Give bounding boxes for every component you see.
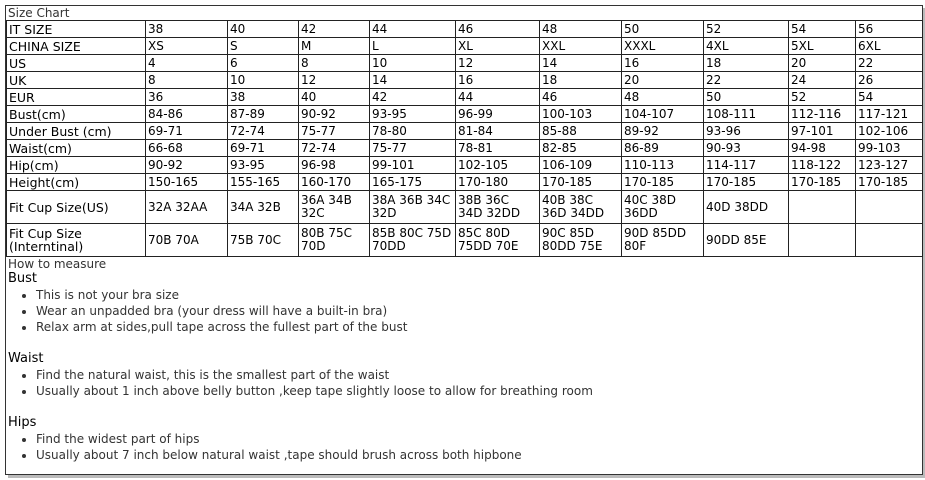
table-cell: 20	[622, 72, 704, 89]
row-label: Bust(cm)	[7, 106, 146, 123]
row-label: CHINA SIZE	[7, 38, 146, 55]
table-cell: 69-71	[228, 140, 299, 157]
table-cell: 85C 80D 75DD 70E	[456, 224, 540, 257]
table-cell: 69-71	[146, 123, 228, 140]
table-row	[7, 55, 923, 72]
table-cell: 102-106	[856, 123, 923, 140]
section-spacer	[8, 335, 922, 351]
table-cell: 90C 85D 80DD 75E	[540, 224, 622, 257]
table-cell: 6XL	[856, 38, 923, 55]
list-item: • Wear an unpadded bra (your dress will have a built-in bra)	[36, 303, 922, 319]
row-label: IT SIZE	[7, 21, 146, 38]
table-cell: L	[370, 38, 456, 55]
table-cell: 108-111	[704, 106, 789, 123]
table-cell: 8	[146, 72, 228, 89]
measure-heading: Waist	[8, 351, 44, 366]
table-cell: 150-165	[146, 174, 228, 191]
table-cell: 42	[370, 89, 456, 106]
table-cell: 44	[456, 89, 540, 106]
measure-heading: Hips	[8, 415, 37, 430]
measure-section	[8, 415, 922, 463]
table-cell: 96-98	[299, 157, 370, 174]
table-cell: 170-185	[540, 174, 622, 191]
table-cell: M	[299, 38, 370, 55]
table-cell: 86-89	[622, 140, 704, 157]
table-cell: 90D 85DD 80F	[622, 224, 704, 257]
table-cell: 16	[456, 72, 540, 89]
table-cell	[856, 191, 923, 224]
table-cell: 165-175	[370, 174, 456, 191]
table-cell: 90-92	[299, 106, 370, 123]
table-cell: 123-127	[856, 157, 923, 174]
table-cell: 85B 80C 75D 70DD	[370, 224, 456, 257]
size-table	[6, 20, 923, 257]
size-chart-frame	[5, 5, 923, 475]
table-cell: 170-185	[704, 174, 789, 191]
table-cell: XXL	[540, 38, 622, 55]
table-cell: 102-105	[456, 157, 540, 174]
table-cell: 89-92	[622, 123, 704, 140]
table-cell: 36	[146, 89, 228, 106]
table-cell: 97-101	[789, 123, 856, 140]
table-row	[7, 89, 923, 106]
table-cell: 10	[228, 72, 299, 89]
table-cell: 40D 38DD	[704, 191, 789, 224]
table-cell: 170-185	[789, 174, 856, 191]
row-label: Waist(cm)	[7, 140, 146, 157]
row-label: Hip(cm)	[7, 157, 146, 174]
table-cell: 112-116	[789, 106, 856, 123]
table-row	[7, 21, 923, 38]
table-cell	[789, 191, 856, 224]
table-cell: 93-96	[704, 123, 789, 140]
table-cell: 75-77	[299, 123, 370, 140]
measure-list	[8, 287, 922, 335]
list-item: • This is not your bra size	[36, 287, 922, 303]
table-cell: 54	[789, 21, 856, 38]
table-cell: 56	[856, 21, 923, 38]
table-cell: 14	[540, 55, 622, 72]
table-cell: 38	[228, 89, 299, 106]
table-cell: 82-85	[540, 140, 622, 157]
table-cell: 38B 36C 34D 32DD	[456, 191, 540, 224]
row-label: Under Bust (cm)	[7, 123, 146, 140]
table-cell: 100-103	[540, 106, 622, 123]
table-cell: 81-84	[456, 123, 540, 140]
table-row	[7, 106, 923, 123]
measure-section	[8, 271, 922, 335]
chart-title: Size Chart	[8, 6, 70, 20]
table-cell: 46	[456, 21, 540, 38]
table-cell: 94-98	[789, 140, 856, 157]
table-cell	[856, 224, 923, 257]
table-cell: 40	[299, 89, 370, 106]
list-item: • Find the widest part of hips	[36, 431, 922, 447]
table-cell: 90-93	[704, 140, 789, 157]
list-item: • Usually about 1 inch above belly button ,keep tape slightly loose to allow for breathing room	[36, 383, 922, 399]
table-cell: 18	[540, 72, 622, 89]
table-cell: XXXL	[622, 38, 704, 55]
table-cell: 12	[456, 55, 540, 72]
table-cell: 85-88	[540, 123, 622, 140]
table-cell: 38	[146, 21, 228, 38]
table-cell: 75-77	[370, 140, 456, 157]
table-cell: 170-185	[856, 174, 923, 191]
table-cell: 40B 38C 36D 34DD	[540, 191, 622, 224]
table-cell: 20	[789, 55, 856, 72]
row-label: US	[7, 55, 146, 72]
row-label: Height(cm)	[7, 174, 146, 191]
list-item: • Relax arm at sides,pull tape across the fullest part of the bust	[36, 319, 922, 335]
table-cell: 50	[622, 21, 704, 38]
table-cell: 93-95	[370, 106, 456, 123]
table-cell: 90DD 85E	[704, 224, 789, 257]
table-cell: 24	[789, 72, 856, 89]
table-cell: 170-185	[622, 174, 704, 191]
table-row	[7, 123, 923, 140]
table-cell: 155-165	[228, 174, 299, 191]
how-to-measure-title: How to measure	[8, 257, 107, 271]
row-label: Fit Cup Size (Interntinal)	[7, 224, 146, 257]
how-to-measure	[6, 257, 922, 463]
table-row	[7, 157, 923, 174]
table-cell: 87-89	[228, 106, 299, 123]
table-row	[7, 38, 923, 55]
table-cell: 38A 36B 34C 32D	[370, 191, 456, 224]
table-cell: 78-80	[370, 123, 456, 140]
table-cell: 5XL	[789, 38, 856, 55]
table-cell: 118-122	[789, 157, 856, 174]
section-spacer	[8, 399, 922, 415]
table-cell: 99-101	[370, 157, 456, 174]
table-cell: 6	[228, 55, 299, 72]
table-cell: 8	[299, 55, 370, 72]
table-row	[7, 174, 923, 191]
table-cell: 32A 32AA	[146, 191, 228, 224]
table-cell: 22	[856, 55, 923, 72]
row-label: EUR	[7, 89, 146, 106]
table-cell: 10	[370, 55, 456, 72]
table-cell: 84-86	[146, 106, 228, 123]
table-cell: 72-74	[299, 140, 370, 157]
table-cell: 12	[299, 72, 370, 89]
list-item: • Find the natural waist, this is the smallest part of the waist	[36, 367, 922, 383]
table-cell: 18	[704, 55, 789, 72]
table-cell: 34A 32B	[228, 191, 299, 224]
table-cell: 4XL	[704, 38, 789, 55]
table-cell: 48	[540, 21, 622, 38]
table-cell: 36A 34B 32C	[299, 191, 370, 224]
table-cell: 40C 38D 36DD	[622, 191, 704, 224]
table-cell: 66-68	[146, 140, 228, 157]
table-cell: 93-95	[228, 157, 299, 174]
table-row	[7, 140, 923, 157]
table-cell: 117-121	[856, 106, 923, 123]
table-cell: 42	[299, 21, 370, 38]
table-row	[7, 72, 923, 89]
table-row	[7, 191, 923, 224]
measure-list	[8, 431, 922, 463]
table-cell: 26	[856, 72, 923, 89]
measure-heading: Bust	[8, 271, 38, 286]
table-row	[7, 224, 923, 257]
table-cell: 96-99	[456, 106, 540, 123]
measure-list	[8, 367, 922, 399]
table-cell: XL	[456, 38, 540, 55]
table-cell: 50	[704, 89, 789, 106]
row-label: UK	[7, 72, 146, 89]
table-cell: 75B 70C	[228, 224, 299, 257]
table-cell: 170-180	[456, 174, 540, 191]
table-cell: XS	[146, 38, 228, 55]
table-cell: 106-109	[540, 157, 622, 174]
table-cell: 160-170	[299, 174, 370, 191]
table-cell: 114-117	[704, 157, 789, 174]
table-cell: 70B 70A	[146, 224, 228, 257]
table-cell: 46	[540, 89, 622, 106]
table-cell: 72-74	[228, 123, 299, 140]
table-cell: 90-92	[146, 157, 228, 174]
table-cell	[789, 224, 856, 257]
table-cell: 22	[704, 72, 789, 89]
measure-section	[8, 351, 922, 399]
table-cell: 80B 75C 70D	[299, 224, 370, 257]
table-cell: 104-107	[622, 106, 704, 123]
table-cell: S	[228, 38, 299, 55]
table-cell: 99-103	[856, 140, 923, 157]
row-label: Fit Cup Size(US)	[7, 191, 146, 224]
table-cell: 52	[789, 89, 856, 106]
table-cell: 48	[622, 89, 704, 106]
table-cell: 40	[228, 21, 299, 38]
table-cell: 78-81	[456, 140, 540, 157]
table-cell: 14	[370, 72, 456, 89]
table-cell: 110-113	[622, 157, 704, 174]
table-cell: 54	[856, 89, 923, 106]
table-cell: 44	[370, 21, 456, 38]
table-cell: 4	[146, 55, 228, 72]
list-item: • Usually about 7 inch below natural waist ,tape should brush across both hipbone	[36, 447, 922, 463]
table-cell: 52	[704, 21, 789, 38]
table-cell: 16	[622, 55, 704, 72]
